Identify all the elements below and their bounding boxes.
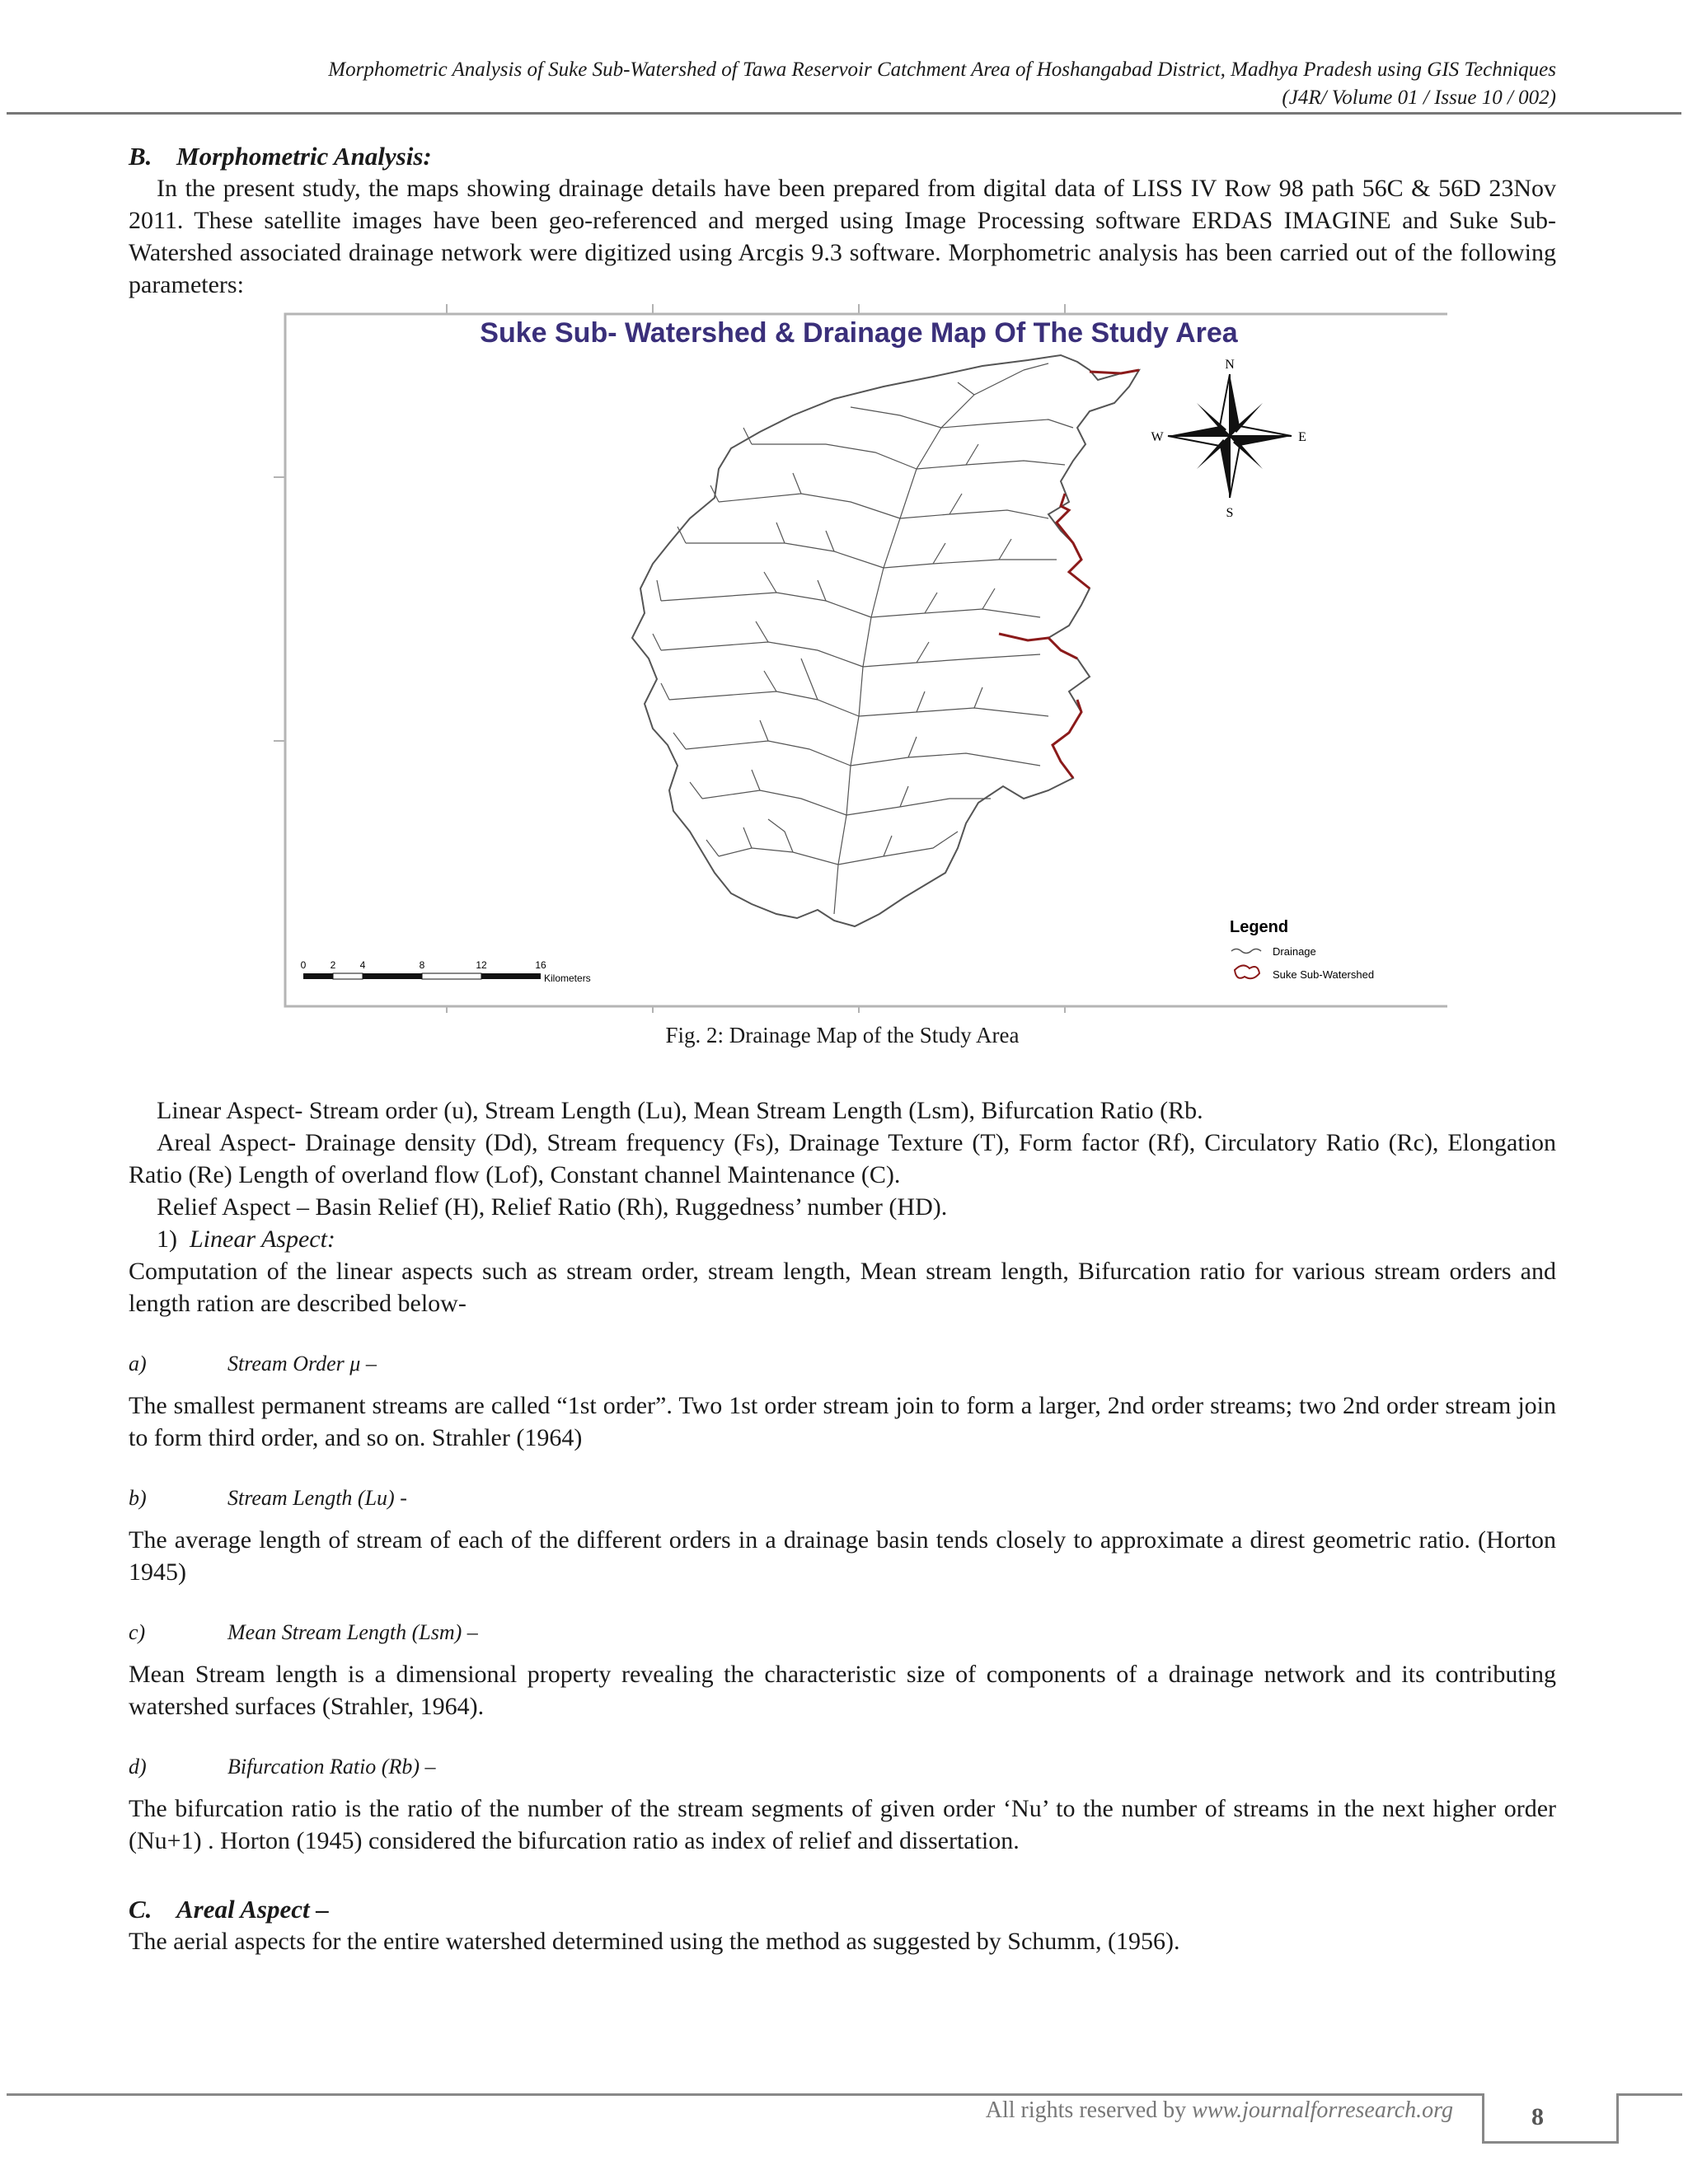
item-title: Linear Aspect:	[190, 1226, 335, 1253]
scale-tick-2: 2	[330, 959, 336, 971]
subsection-text: The bifurcation ratio is the ratio of the number of the stream segments of given order ‘Nu’ to the number of streams in the next higher order (Nu+1) . Horton (1945) considered the bifurcation ratio as index of relief and dissertation.	[129, 1795, 1556, 1854]
linear-aspect-heading	[129, 1223, 1556, 1255]
running-header	[124, 56, 1556, 112]
scale-tick-4: 4	[359, 959, 366, 971]
footer-site-link[interactable]: www.journalforresearch.org	[1192, 2097, 1453, 2123]
section-c-number: C.	[129, 1895, 152, 1924]
scale-bar	[301, 959, 591, 984]
north-arrow-icon	[1151, 358, 1306, 520]
subsection-text: Mean Stream length is a dimensional property revealing the characteristic size of components of a drainage network and its contributing watershed surfaces (Strahler, 1964).	[129, 1661, 1556, 1720]
section-c-heading	[129, 1893, 1556, 1925]
scale-unit: Kilometers	[544, 972, 591, 984]
linear-aspect-text: Linear Aspect- Stream order (u), Stream Length (Lu), Mean Stream Length (Lsm), Bifurcation Ratio (Rb.	[157, 1097, 1203, 1124]
legend-drainage: Drainage	[1273, 945, 1316, 958]
subsection-label: d)	[129, 1755, 147, 1779]
subsection-title: Stream Length (Lu) -	[227, 1486, 407, 1510]
section-b-paragraph: In the present study, the maps showing drainage details have been prepared from digital data of LISS IV Row 98 path 56C & 56D 23Nov 2011. These satellite images have been geo-referenced and merged using Image Processing software ERDAS IMAGINE and Suke Sub-Watershed associated drainage network were digitized using Arcgis 9.3 software. Morphometric analysis has been carried out of the following parameters:	[129, 175, 1556, 298]
compass-e: E	[1298, 430, 1306, 444]
linear-intro: Computation of the linear aspects such as stream order, stream length, Mean stream length, Bifurcation ratio for various stream orders and length ration are described below-	[129, 1258, 1556, 1317]
subsection-title: Stream Order μ –	[227, 1352, 377, 1376]
section-b-title: Morphometric Analysis:	[176, 142, 432, 171]
legend-title: Legend	[1230, 918, 1289, 936]
drainage-map-figure	[257, 304, 1447, 1013]
page-number-box	[1482, 2093, 1619, 2144]
subsection-label: c)	[129, 1620, 146, 1644]
drainage-map	[257, 304, 1447, 1013]
subsection-title: Mean Stream Length (Lsm) –	[227, 1620, 478, 1644]
footer-rights	[986, 2097, 1453, 2124]
legend-drainage-swatch	[1231, 949, 1261, 954]
compass-s: S	[1226, 506, 1234, 520]
subsection-a	[129, 1347, 1556, 1454]
footer-rule	[7, 2093, 1482, 2096]
header-title: Morphometric Analysis of Suke Sub-Watershed of Tawa Reservoir Catchment Area of Hoshangabad District, Madhya Pradesh using GIS Techniques	[328, 59, 1556, 81]
footer-rights-text: All rights reserved by	[985, 2097, 1193, 2123]
page-number: 8	[1531, 2103, 1544, 2130]
page-content	[129, 140, 1556, 1957]
subsection-title: Bifurcation Ratio (Rb) –	[227, 1755, 436, 1779]
subsection-d	[129, 1750, 1556, 1857]
subsection-text: The average length of stream of each of the different orders in a drainage basin tends closely to approximate a direst geometric ratio. (Horton 1945)	[129, 1526, 1556, 1586]
map-legend	[1230, 918, 1374, 981]
header-volume: (J4R/ Volume 01 / Issue 10 / 002)	[1282, 87, 1556, 109]
subsection-heading	[129, 1347, 1556, 1380]
scale-tick-16: 16	[535, 959, 546, 971]
scale-tick-0: 0	[300, 959, 307, 971]
legend-watershed-swatch	[1235, 965, 1259, 978]
compass-w: W	[1151, 430, 1164, 444]
scale-tick-12: 12	[476, 959, 487, 971]
header-rule	[7, 112, 1681, 115]
section-c-title: Areal Aspect –	[176, 1895, 329, 1924]
figure-caption: Fig. 2: Drainage Map of the Study Area	[665, 1023, 1020, 1047]
subsection-heading	[129, 1482, 1556, 1514]
section-b-heading	[129, 140, 1556, 172]
scale-tick-8: 8	[419, 959, 425, 971]
subsection-text: The smallest permanent streams are called “1st order”. Two 1st order stream join to form a larger, 2nd order streams; two 2nd order stream join to form third order, and so on. Strahler (1964)	[129, 1392, 1556, 1451]
footer-rule-right	[1616, 2093, 1682, 2096]
aspects-list	[129, 1094, 1556, 1319]
watershed-boundary	[632, 355, 1139, 926]
compass-n: N	[1225, 358, 1235, 372]
subsection-label: a)	[129, 1352, 147, 1376]
subsection-b	[129, 1482, 1556, 1588]
relief-aspect-text: Relief Aspect – Basin Relief (H), Relief Ratio (Rh), Ruggedness’ number (HD).	[157, 1193, 948, 1221]
legend-watershed: Suke Sub-Watershed	[1273, 968, 1375, 981]
subsection-c	[129, 1616, 1556, 1722]
section-b-number: B.	[129, 142, 152, 171]
areal-aspect-text: Areal Aspect- Drainage density (Dd), Stream frequency (Fs), Drainage Texture (T), Form factor (Rf), Circulatory Ratio (Rc), Elongation Ratio (Re) Length of overland flow (Lof), Constant channel Maintenance (C).	[129, 1129, 1556, 1188]
item-number: 1)	[157, 1226, 177, 1253]
section-c-paragraph: The aerial aspects for the entire watershed determined using the method as suggested by Schumm, (1956).	[129, 1928, 1180, 1955]
subsection-heading	[129, 1750, 1556, 1783]
subsection-label: b)	[129, 1486, 147, 1510]
subsection-heading	[129, 1616, 1556, 1648]
map-title: Suke Sub- Watershed & Drainage Map Of The Study Area	[480, 317, 1238, 349]
